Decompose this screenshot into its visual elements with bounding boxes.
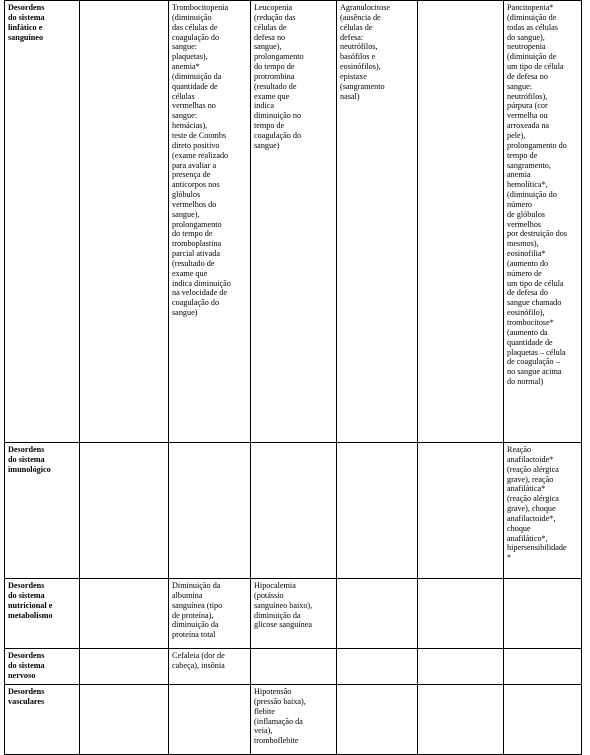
table-row bbox=[5, 685, 582, 755]
table-cell bbox=[251, 443, 337, 579]
table-cell bbox=[169, 685, 251, 755]
table-cell: Cefaleia (dor de cabeça), insônia bbox=[169, 649, 251, 685]
table-row bbox=[5, 1, 582, 443]
row-header: Desordens do sistema nervoso bbox=[5, 649, 80, 685]
table-cell: Trombocitopenia (diminuição das células de coagulação do sangue: plaquetas), anemia* (diminuição da quantidade de células vermelhas no sangue: hemácias), teste de Coombs direto positivo (exame realizado para avaliar a presença de anticorpos nos glóbulos vermelhos do sangue), prolongamento do tempo de tromboplastina parcial ativada (resultado de exame que indica diminuição na velocidade de coagulação do sangue) bbox=[169, 1, 251, 443]
table-cell bbox=[337, 443, 418, 579]
table-cell bbox=[418, 443, 504, 579]
table-row bbox=[5, 443, 582, 579]
table-cell: Agranulocitose (ausência de células de defesa: neutrófilos, basófilos e eosinófilos), epistaxe (sangramento nasal) bbox=[337, 1, 418, 443]
table-cell: Hipocalemia (potássio sanguíneo baixo), diminuição da glicose sanguínea bbox=[251, 579, 337, 649]
table-cell bbox=[418, 1, 504, 443]
row-header: Desordens do sistema imunológico bbox=[5, 443, 80, 579]
table-cell bbox=[80, 1, 169, 443]
table-row bbox=[5, 579, 582, 649]
table-cell bbox=[80, 443, 169, 579]
table-cell: Hipotensão (pressão baixa), flebite (inflamação da veia), tromboflebite bbox=[251, 685, 337, 755]
table-cell bbox=[337, 579, 418, 649]
table-cell: Pancitopenia* (diminuição de todas as células do sangue), neutropenia (diminuição de um tipo de célula de defesa no sangue: neutrófilos), púrpura (cor vermelha ou arroxeada na pele), prolongamento do tempo de sangramento, anemia hemolítica*, (diminuição do número de glóbulos vermelhos por destruição dos mesmos), eosinofilia* (aumento do número de um tipo de célula de defesa do sangue chamado eosinófilo), trombocitose* (aumento da quantidade de plaquetas – célula de coagulação – no sangue acima do normal) bbox=[504, 1, 582, 443]
table-cell bbox=[418, 579, 504, 649]
table-cell bbox=[418, 685, 504, 755]
table-cell bbox=[504, 685, 582, 755]
adverse-reactions-table bbox=[4, 0, 582, 755]
row-header: Desordens do sistema nutricional e metabolismo bbox=[5, 579, 80, 649]
table-cell: Leucopenia (redução das células de defesa no sangue), prolongamento do tempo de protrombina (resultado de exame que indica diminuição no tempo de coagulação do sangue) bbox=[251, 1, 337, 443]
table-cell bbox=[504, 579, 582, 649]
table-cell bbox=[80, 685, 169, 755]
table-cell bbox=[251, 649, 337, 685]
row-header: Desordens vasculares bbox=[5, 685, 80, 755]
table-cell bbox=[418, 649, 504, 685]
table-cell bbox=[337, 685, 418, 755]
table-row bbox=[5, 649, 582, 685]
table-cell: Reação anafilactoide* (reação alérgica grave), reação anafilática* (reação alérgica grave), choque anafilactoide*, choque anafilático*, hipersensibilidade * bbox=[504, 443, 582, 579]
table-cell bbox=[80, 579, 169, 649]
table-cell bbox=[80, 649, 169, 685]
row-header: Desordens do sistema linfático e sanguíneo bbox=[5, 1, 80, 443]
table-cell bbox=[169, 443, 251, 579]
table-cell: Diminuição da albumina sanguínea (tipo de proteína), diminuição da proteína total bbox=[169, 579, 251, 649]
table-cell bbox=[337, 649, 418, 685]
table-cell bbox=[504, 649, 582, 685]
